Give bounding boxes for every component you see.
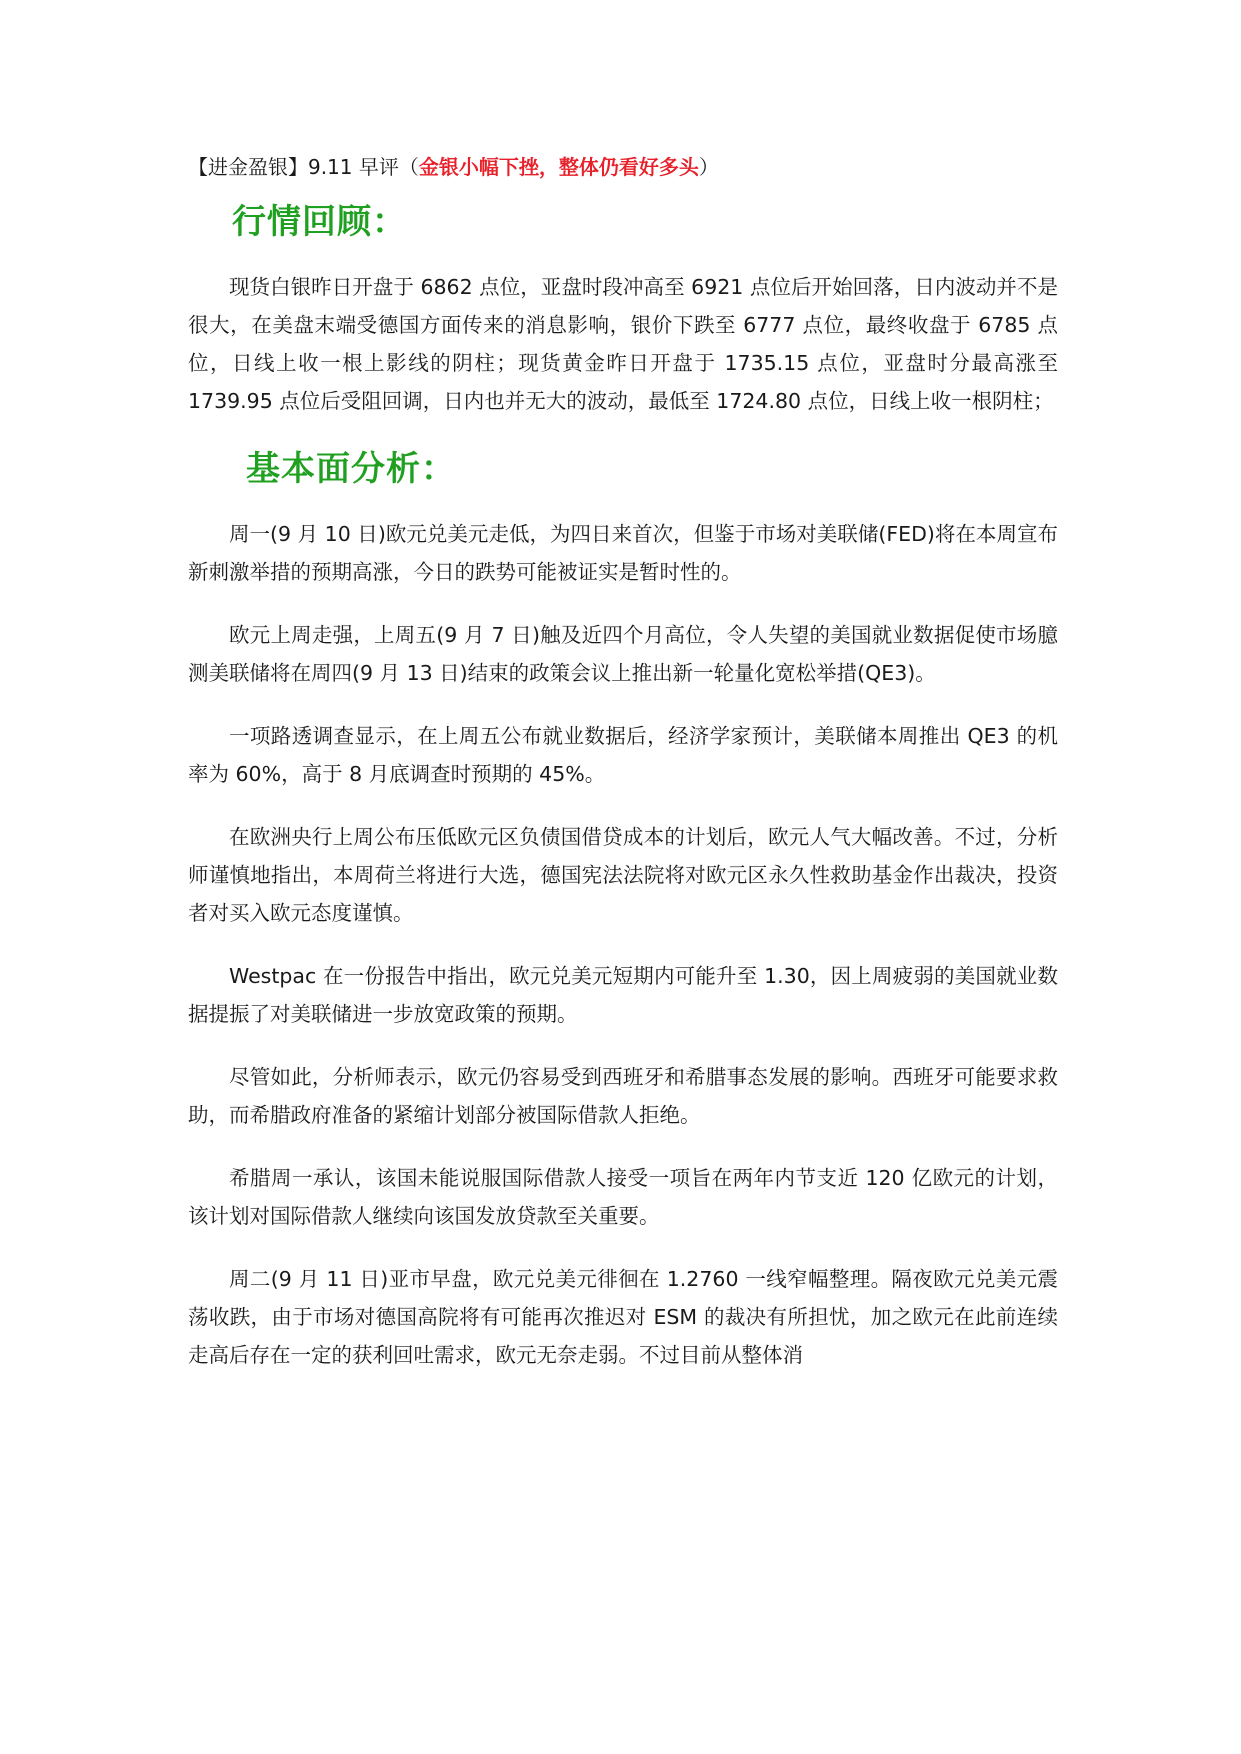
document-body (188, 150, 1058, 1399)
paragraph: 希腊周一承认，该国未能说服国际借款人接受一项旨在两年内节支近 120 亿欧元的计划，该计划对国际借款人继续向该国发放贷款至关重要。 (188, 1166, 1058, 1228)
paragraph: 周一(9 月 10 日)欧元兑美元走低，为四日来首次，但鉴于市场对美联储(FED)将在本周宣布新刺激举措的预期高涨，今日的跌势可能被证实是暂时性的。 (188, 522, 1058, 584)
section-heading-market-review: 行情回顾： (232, 202, 407, 242)
section-heading-fundamental-analysis: 基本面分析： (246, 449, 456, 489)
paragraph: 现货白银昨日开盘于 6862 点位，亚盘时段冲高至 6921 点位后开始回落，日内波动并不是很大，在美盘末端受德国方面传来的消息影响，银价下跌至 6777 点位，最终收盘于 6785 点位，日线上收一根上影线的阴柱；现货黄金昨日开盘于 1735.15 点位，亚盘时分最高涨至 1739.95 点位后受阻回调，日内也并无大的波动，最低至 1724.80 点位，日线上收一根阴柱； (188, 275, 1058, 413)
paragraph: 尽管如此，分析师表示，欧元仍容易受到西班牙和希腊事态发展的影响。西班牙可能要求救助，而希腊政府准备的紧缩计划部分被国际借款人拒绝。 (188, 1065, 1058, 1127)
paragraph: 欧元上周走强，上周五(9 月 7 日)触及近四个月高位，令人失望的美国就业数据促使市场臆测美联储将在周四(9 月 13 日)结束的政策会议上推出新一轮量化宽松举措(QE3)。 (188, 623, 1058, 685)
paragraph: Westpac 在一份报告中指出，欧元兑美元短期内可能升至 1.30，因上周疲弱的美国就业数据提振了对美联储进一步放宽政策的预期。 (188, 964, 1058, 1026)
title-prefix: 【进金盈银】9.11 早评（ (188, 155, 419, 179)
article-title (188, 150, 1058, 184)
paragraph: 周二(9 月 11 日)亚市早盘，欧元兑美元徘徊在 1.2760 一线窄幅整理。隔夜欧元兑美元震荡收跌，由于市场对德国高院将有可能再次推迟对 ESM 的裁决有所担忧，加之欧元在此前连续走高后存在一定的获利回吐需求，欧元无奈走弱。不过目前从整体消 (188, 1267, 1058, 1367)
paragraph: 在欧洲央行上周公布压低欧元区负债国借贷成本的计划后，欧元人气大幅改善。不过，分析师谨慎地指出，本周荷兰将进行大选，德国宪法法院将对欧元区永久性救助基金作出裁决，投资者对买入欧元态度谨慎。 (188, 825, 1058, 925)
paragraph: 一项路透调查显示，在上周五公布就业数据后，经济学家预计，美联储本周推出 QE3 的机率为 60%，高于 8 月底调查时预期的 45%。 (188, 724, 1058, 786)
title-highlight: 金银小幅下挫，整体仍看好多头 (418, 155, 699, 179)
title-suffix: ） (698, 155, 719, 179)
